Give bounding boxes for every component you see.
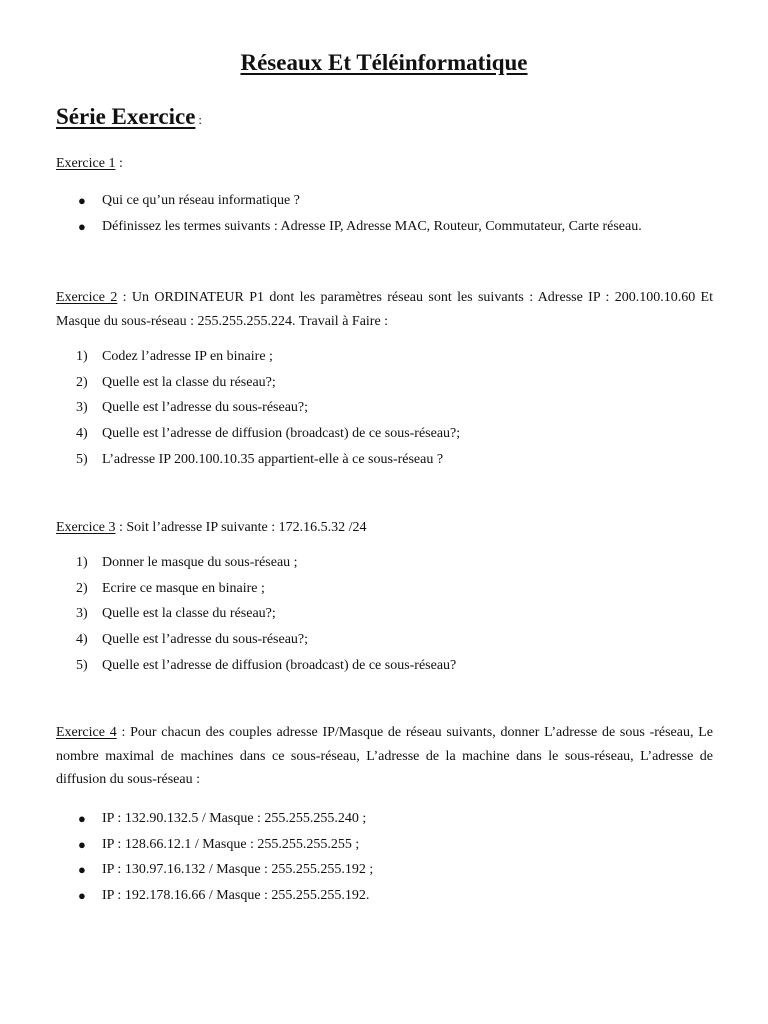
exercise-4-name: Exercice 4 bbox=[56, 725, 117, 740]
bullet-icon: ● bbox=[78, 218, 86, 234]
exercise-1-name: Exercice 1 bbox=[56, 156, 116, 171]
exercise-1-list bbox=[56, 188, 713, 239]
series-colon: : bbox=[198, 112, 203, 127]
list-item-text: Définissez les termes suivants : Adresse IP, Adresse MAC, Routeur, Commutateur, Carte réseau. bbox=[102, 218, 642, 234]
list-number: 2) bbox=[76, 580, 88, 596]
list-item bbox=[56, 214, 713, 240]
list-item-text: Codez l’adresse IP en binaire ; bbox=[102, 349, 273, 364]
list-item-text: Quelle est l’adresse de diffusion (broadcast) de ce sous-réseau?; bbox=[102, 426, 461, 442]
list-item bbox=[56, 447, 713, 473]
list-number: 4) bbox=[76, 632, 88, 648]
series-heading bbox=[56, 104, 202, 130]
exercise-2-intro bbox=[56, 286, 713, 333]
list-item-text: Ecrire ce masque en binaire ; bbox=[102, 580, 265, 596]
list-item bbox=[56, 883, 713, 909]
list-item-text: Quelle est l’adresse de diffusion (broadcast) de ce sous-réseau? bbox=[102, 657, 457, 673]
list-number: 5) bbox=[76, 657, 88, 673]
list-number: 5) bbox=[76, 451, 88, 467]
document-title: Réseaux Et Téléinformatique bbox=[240, 50, 528, 75]
bullet-icon: ● bbox=[78, 193, 86, 208]
list-item bbox=[56, 653, 713, 679]
list-item bbox=[56, 576, 713, 602]
list-item bbox=[56, 344, 713, 370]
list-item bbox=[56, 601, 713, 627]
list-item bbox=[56, 395, 713, 421]
list-number: 2) bbox=[76, 374, 88, 390]
exercise-3-heading bbox=[56, 516, 367, 540]
bullet-icon: ● bbox=[78, 811, 86, 826]
list-number: 1) bbox=[76, 349, 88, 364]
list-item bbox=[56, 832, 713, 858]
list-item-text: IP : 130.97.16.132 / Masque : 255.255.255.192 ; bbox=[102, 862, 374, 878]
list-item-text: Quelle est la classe du réseau?; bbox=[102, 606, 276, 622]
list-item-text: Quelle est l’adresse du sous-réseau?; bbox=[102, 400, 309, 416]
list-item-text: Qui ce qu’un réseau informatique ? bbox=[102, 193, 300, 208]
bullet-icon: ● bbox=[78, 862, 86, 878]
list-item bbox=[56, 370, 713, 396]
exercise-4-intro bbox=[56, 721, 713, 792]
list-item-text: Quelle est la classe du réseau?; bbox=[102, 374, 276, 390]
list-item bbox=[56, 806, 713, 832]
list-number: 3) bbox=[76, 400, 88, 416]
bullet-icon: ● bbox=[78, 888, 86, 904]
exercise-4-text: : Pour chacun des couples adresse IP/Masque de réseau suivants, donner L’adresse de sous -réseau, Le nombre maximal de machines dans ce sous-réseau, L’adresse de la machine dans le sous-réseau, L’adresse de diffusion du sous-réseau : bbox=[56, 725, 713, 787]
list-number: 1) bbox=[76, 555, 88, 570]
list-item-text: L’adresse IP 200.100.10.35 appartient-elle à ce sous-réseau ? bbox=[102, 451, 444, 467]
list-item bbox=[56, 627, 713, 653]
exercise-4-list bbox=[56, 806, 713, 909]
exercise-1-heading bbox=[56, 152, 123, 176]
exercise-2-text: : Un ORDINATEUR P1 dont les paramètres réseau sont les suivants : Adresse IP : 200.100.10.60 Et Masque du sous-réseau : 255.255.255.224. Travail à Faire : bbox=[56, 290, 713, 329]
list-item bbox=[56, 188, 713, 214]
exercise-2-name: Exercice 2 bbox=[56, 290, 118, 305]
list-item-text: IP : 132.90.132.5 / Masque : 255.255.255.240 ; bbox=[102, 811, 367, 826]
exercise-2-list bbox=[56, 344, 713, 472]
exercise-3-list bbox=[56, 550, 713, 678]
list-item-text: IP : 192.178.16.66 / Masque : 255.255.255.192. bbox=[102, 888, 370, 904]
list-item bbox=[56, 857, 713, 883]
series-label: Série Exercice bbox=[56, 104, 196, 129]
exercise-3-name: Exercice 3 bbox=[56, 520, 116, 535]
exercise-3-text: : Soit l’adresse IP suivante : 172.16.5.32 /24 bbox=[115, 520, 367, 535]
exercise-1-suffix: : bbox=[115, 156, 123, 171]
list-number: 4) bbox=[76, 426, 88, 442]
list-item bbox=[56, 421, 713, 447]
list-item-text: Donner le masque du sous-réseau ; bbox=[102, 555, 298, 570]
list-item-text: IP : 128.66.12.1 / Masque : 255.255.255.255 ; bbox=[102, 836, 360, 852]
bullet-icon: ● bbox=[78, 836, 86, 852]
list-item-text: Quelle est l’adresse du sous-réseau?; bbox=[102, 632, 309, 648]
list-number: 3) bbox=[76, 606, 88, 622]
list-item bbox=[56, 550, 713, 576]
